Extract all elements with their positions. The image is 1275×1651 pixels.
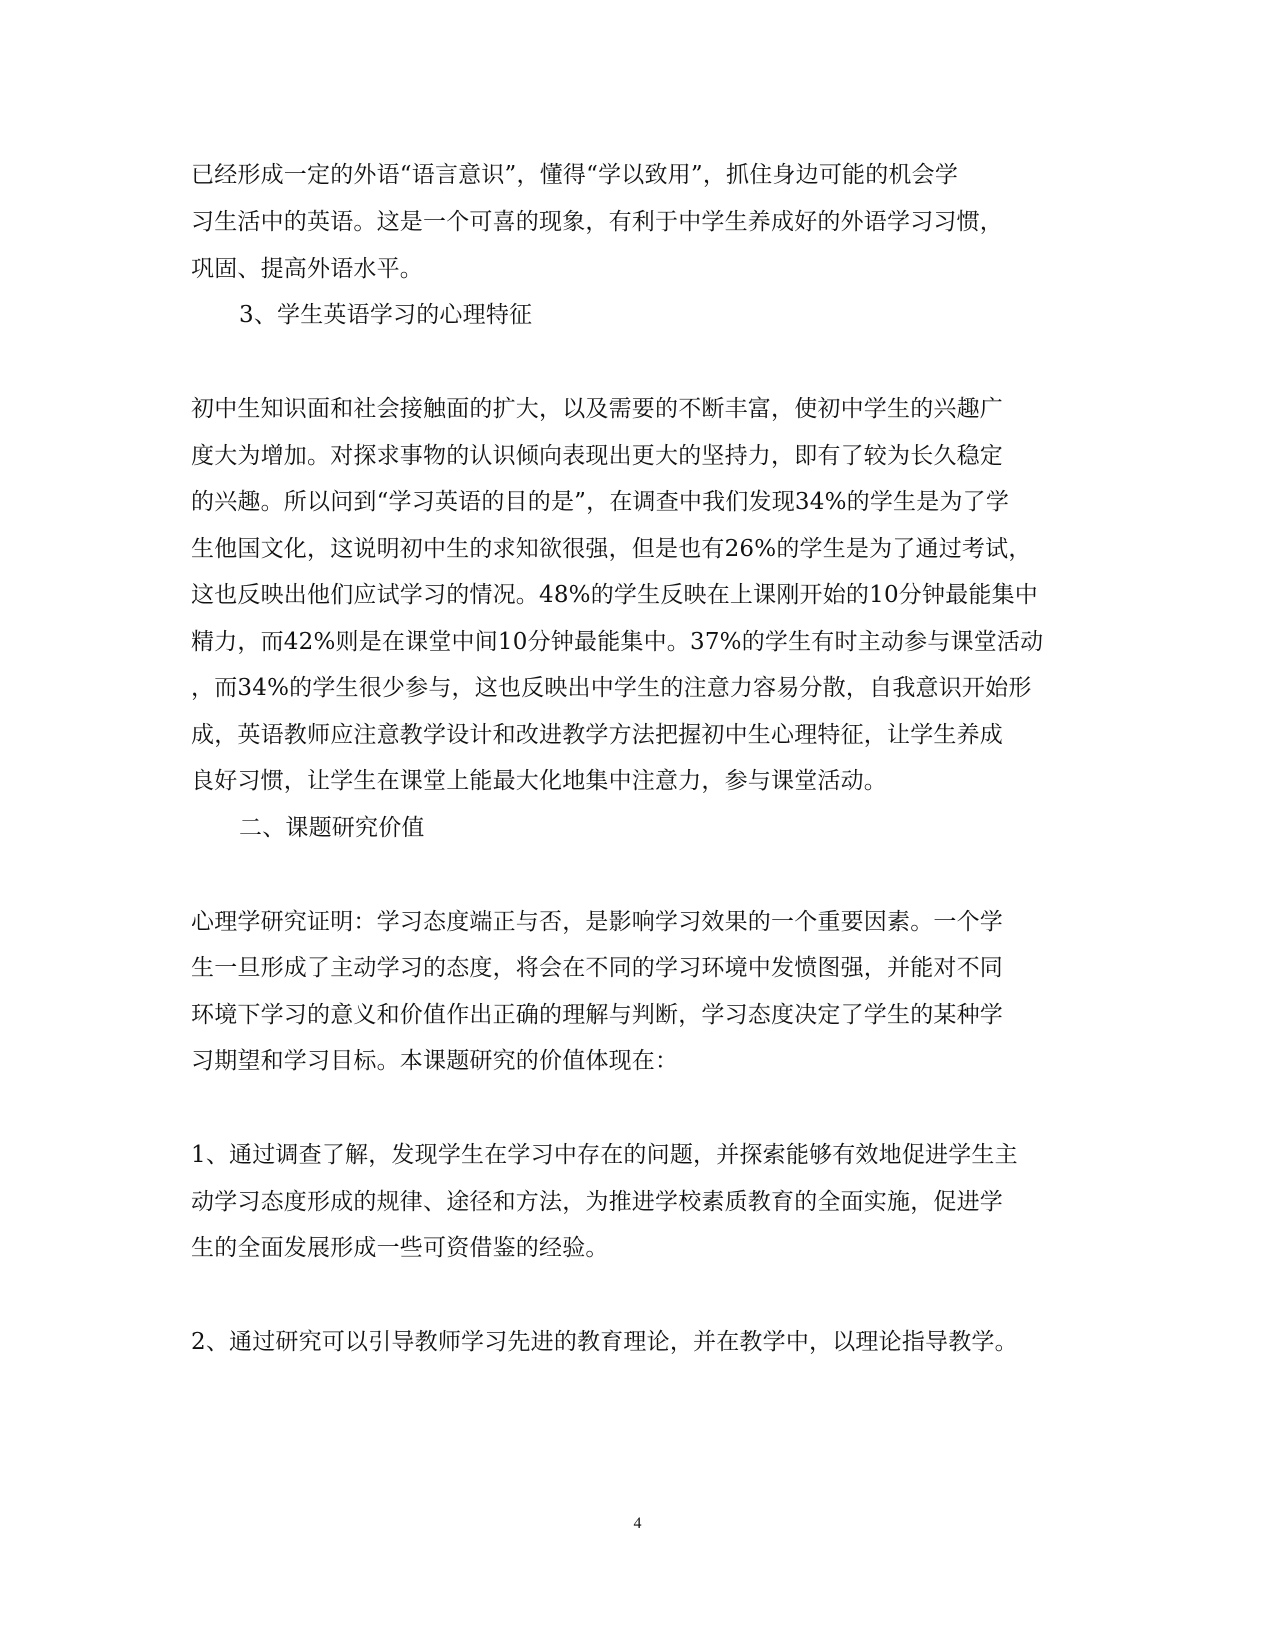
text-line-12: 成，英语教师应注意教学设计和改进教学方法把握初中生心理特征，让学生养成 — [191, 722, 1003, 748]
text-line-8: 生他国文化，这说明初中生的求知欲很强，但是也有26%的学生是为了通过考试， — [191, 536, 1032, 562]
section-heading-2: 二、课题研究价值 — [239, 815, 425, 841]
text-line-11: ，而34%的学生很少参与，这也反映出中学生的注意力容易分散，自我意识开始形 — [191, 675, 1032, 701]
text-line-2: 习生活中的英语。这是一个可喜的现象，有利于中学生养成好的外语学习习惯， — [191, 209, 1003, 235]
text-line-19: 1、通过调查了解，发现学生在学习中存在的问题，并探索能够有效地促进学生主 — [191, 1142, 1018, 1168]
text-line-22: 2、通过研究可以引导教师学习先进的教育理论，并在教学中，以理论指导教学。 — [191, 1329, 1018, 1355]
text-line-6: 度大为增加。对探求事物的认识倾向表现出更大的坚持力，即有了较为长久稳定 — [191, 443, 1003, 469]
text-line-13: 良好习惯，让学生在课堂上能最大化地集中注意力，参与课堂活动。 — [191, 768, 887, 794]
text-line-5: 初中生知识面和社会接触面的扩大，以及需要的不断丰富，使初中学生的兴趣广 — [191, 396, 1003, 422]
text-line-16: 生一旦形成了主动学习的态度，将会在不同的学习环境中发愤图强，并能对不同 — [191, 955, 1003, 981]
text-line-7: 的兴趣。所以问到“学习英语的目的是”，在调查中我们发现34%的学生是为了学 — [191, 489, 1010, 515]
text-line-15: 心理学研究证明：学习态度端正与否，是影响学习效果的一个重要因素。一个学 — [191, 909, 1003, 935]
page-number: 4 — [633, 1515, 642, 1532]
text-line-1: 已经形成一定的外语“语言意识”，懂得“学以致用”，抓住身边可能的机会学 — [191, 162, 959, 188]
text-line-18: 习期望和学习目标。本课题研究的价值体现在： — [191, 1048, 679, 1074]
text-line-9: 这也反映出他们应试学习的情况。48%的学生反映在上课刚开始的10分钟最能集中 — [191, 582, 1038, 608]
text-line-21: 生的全面发展形成一些可资借鉴的经验。 — [191, 1235, 609, 1261]
text-line-17: 环境下学习的意义和价值作出正确的理解与判断，学习态度决定了学生的某种学 — [191, 1002, 1003, 1028]
text-line-10: 精力，而42%则是在课堂中间10分钟最能集中。37%的学生有时主动参与课堂活动 — [191, 629, 1044, 655]
text-line-20: 动学习态度形成的规律、途径和方法，为推进学校素质教育的全面实施，促进学 — [191, 1189, 1003, 1215]
text-line-3: 巩固、提高外语水平。 — [191, 256, 423, 282]
section-heading-3: 3、学生英语学习的心理特征 — [239, 302, 533, 328]
